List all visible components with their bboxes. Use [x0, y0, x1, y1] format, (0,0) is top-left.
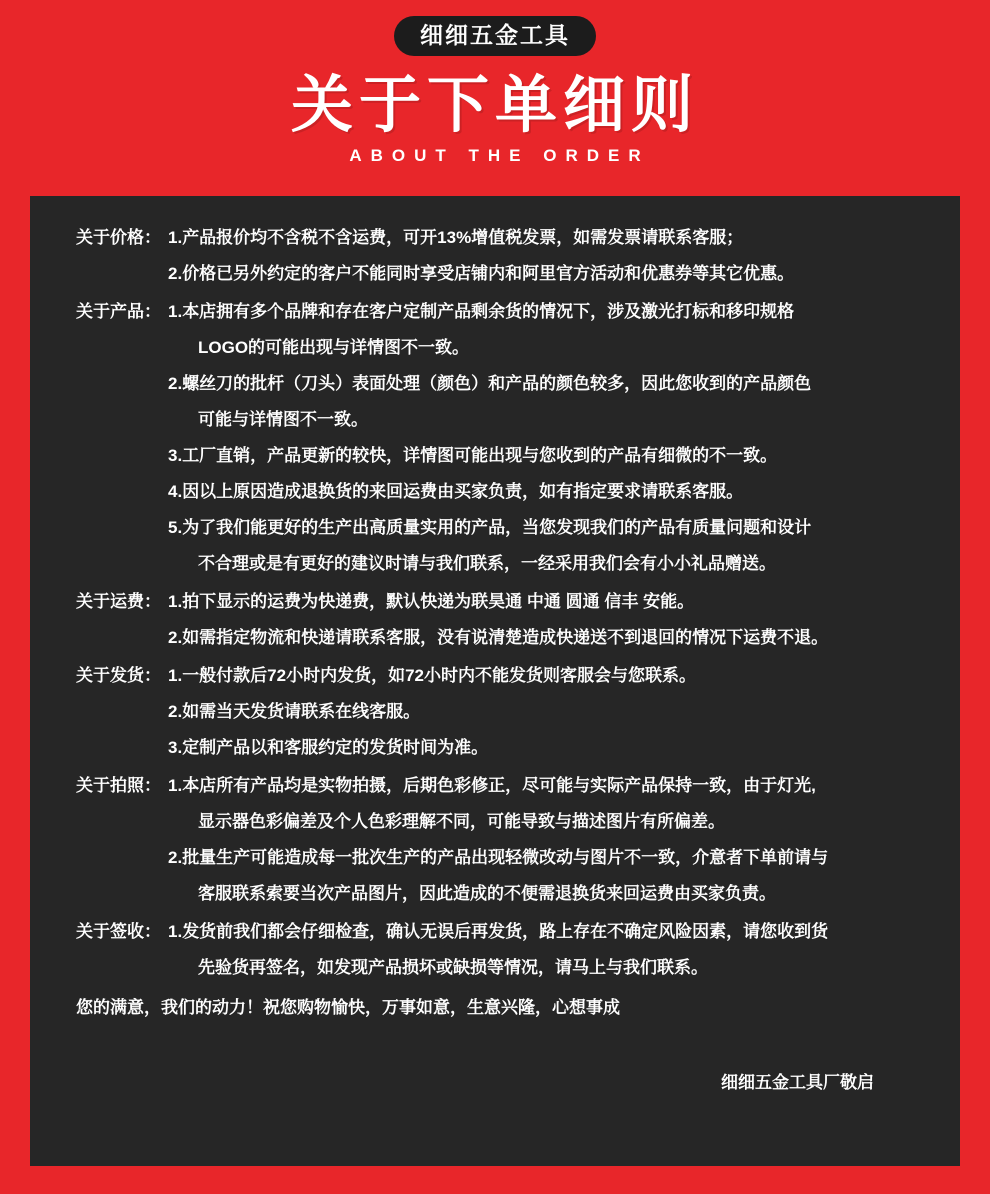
rules-item-number: 1.: [168, 666, 183, 685]
rules-item: [168, 510, 934, 582]
rules-section: [56, 584, 934, 656]
rules-item-number: 2.: [168, 264, 183, 283]
rules-item-line: 可能与详情图不一致。: [198, 410, 368, 429]
rules-item-number: 5.: [168, 518, 183, 537]
rules-item: [168, 438, 934, 474]
closing-message: 您的满意，我们的动力！祝您购物愉快，万事如意，生意兴隆，心想事成: [76, 998, 620, 1017]
rules-section: [56, 768, 934, 912]
rules-item-number: 1.: [168, 302, 183, 321]
rules-item-line: 不合理或是有更好的建议时请与我们联系，一经采用我们会有小小礼品赠送。: [198, 554, 776, 573]
rules-item: [168, 256, 934, 292]
brand-pill: 细细五金工具: [394, 16, 596, 56]
rules-item-number: 2.: [168, 702, 183, 721]
rules-section-label: 关于产品：: [76, 302, 161, 321]
rules-item-line: 批量生产可能造成每一批次生产的产品出现轻微改动与图片不一致，介意者下单前请与: [182, 848, 829, 867]
rules-item-line: 显示器色彩偏差及个人色彩理解不同，可能导致与描述图片有所偏差。: [198, 812, 725, 831]
rules-item-line: 如需当天发货请联系在线客服。: [182, 702, 421, 721]
rules-item: [168, 730, 934, 766]
rules-item-line: 价格已另外约定的客户不能同时享受店铺内和阿里官方活动和优惠券等其它优惠。: [182, 264, 795, 283]
rules-item-line: 本店拥有多个品牌和存在客户定制产品剩余货的情况下，涉及激光打标和移印规格: [182, 302, 795, 321]
rules-item-line: 因以上原因造成退换货的来回运费由买家负责，如有指定要求请联系客服。: [182, 482, 744, 501]
rules-item: [168, 620, 934, 656]
rules-item-line: 定制产品以和客服约定的发货时间为准。: [182, 738, 489, 757]
rules-item-number: 2.: [168, 628, 183, 647]
rules-item-line: 客服联系索要当次产品图片，因此造成的不便需退换货来回运费由买家负责。: [198, 884, 776, 903]
rules-item-line: 产品报价均不含税不含运费，可开13%增值税发票，如需发票请联系客服；: [182, 228, 744, 247]
rules-item-line: 拍下显示的运费为快递费，默认快递为联昊通 中通 圆通 信丰 安能。: [182, 592, 695, 611]
rules-item: [168, 768, 934, 840]
rules-item: [168, 220, 934, 256]
rules-section-body: [168, 658, 934, 766]
rules-item: [168, 914, 934, 986]
rules-section: [56, 914, 934, 986]
rules-item-number: 2.: [168, 848, 183, 867]
signature: 细细五金工具厂敬启: [721, 1073, 874, 1092]
rules-item-line: 本店所有产品均是实物拍摄，后期色彩修正，尽可能与实际产品保持一致，由于灯光,: [182, 776, 816, 795]
rules-item-number: 1.: [168, 922, 183, 941]
rules-section-label: 关于价格：: [76, 228, 161, 247]
page-subtitle: ABOUT THE ORDER: [349, 146, 650, 165]
rules-item-line: 为了我们能更好的生产出高质量实用的产品，当您发现我们的产品有质量问题和设计: [182, 518, 812, 537]
poster-header: [0, 0, 990, 166]
rules-item-number: 4.: [168, 482, 183, 501]
rules-section-label: 关于运费：: [76, 592, 161, 611]
rules-item: [168, 366, 934, 438]
rules-item-line: LOGO的可能出现与详情图不一致。: [198, 338, 470, 357]
rules-item: [168, 584, 934, 620]
rules-item: [168, 840, 934, 912]
rules-section: [56, 658, 934, 766]
rules-section-label: 关于发货：: [76, 666, 161, 685]
rules-item: [168, 694, 934, 730]
rules-section-body: [168, 584, 934, 656]
rules-item: [168, 294, 934, 366]
rules-item-line: 一般付款后72小时内发货，如72小时内不能发货则客服会与您联系。: [182, 666, 697, 685]
rules-item-line: 工厂直销，产品更新的较快，详情图可能出现与您收到的产品有细微的不一致。: [182, 446, 778, 465]
rules-item: [168, 474, 934, 510]
rules-item-number: 2.: [168, 374, 183, 393]
rules-item: [168, 658, 934, 694]
rules-sections: [56, 220, 934, 986]
rules-item-line: 如需指定物流和快递请联系客服，没有说清楚造成快递送不到退回的情况下运费不退。: [182, 628, 829, 647]
rules-section: [56, 294, 934, 582]
rules-item-line: 螺丝刀的批杆（刀头）表面处理（颜色）和产品的颜色较多，因此您收到的产品颜色: [182, 374, 812, 393]
rules-section: [56, 220, 934, 292]
rules-section-label: 关于拍照：: [76, 776, 161, 795]
rules-item-number: 3.: [168, 446, 183, 465]
rules-section-body: [168, 914, 934, 986]
rules-item-line: 发货前我们都会仔细检查，确认无误后再发货，路上存在不确定风险因素，请您收到货: [182, 922, 829, 941]
rules-section-body: [168, 220, 934, 292]
rules-item-number: 1.: [168, 776, 183, 795]
rules-section-body: [168, 294, 934, 582]
rules-panel: [30, 196, 960, 1166]
page-title: 关于下单细则: [290, 68, 699, 141]
rules-item-number: 1.: [168, 228, 183, 247]
rules-item-number: 3.: [168, 738, 183, 757]
rules-section-label: 关于签收：: [76, 922, 161, 941]
rules-item-line: 先验货再签名，如发现产品损坏或缺损等情况，请马上与我们联系。: [198, 958, 708, 977]
rules-item-number: 1.: [168, 592, 183, 611]
rules-section-body: [168, 768, 934, 912]
